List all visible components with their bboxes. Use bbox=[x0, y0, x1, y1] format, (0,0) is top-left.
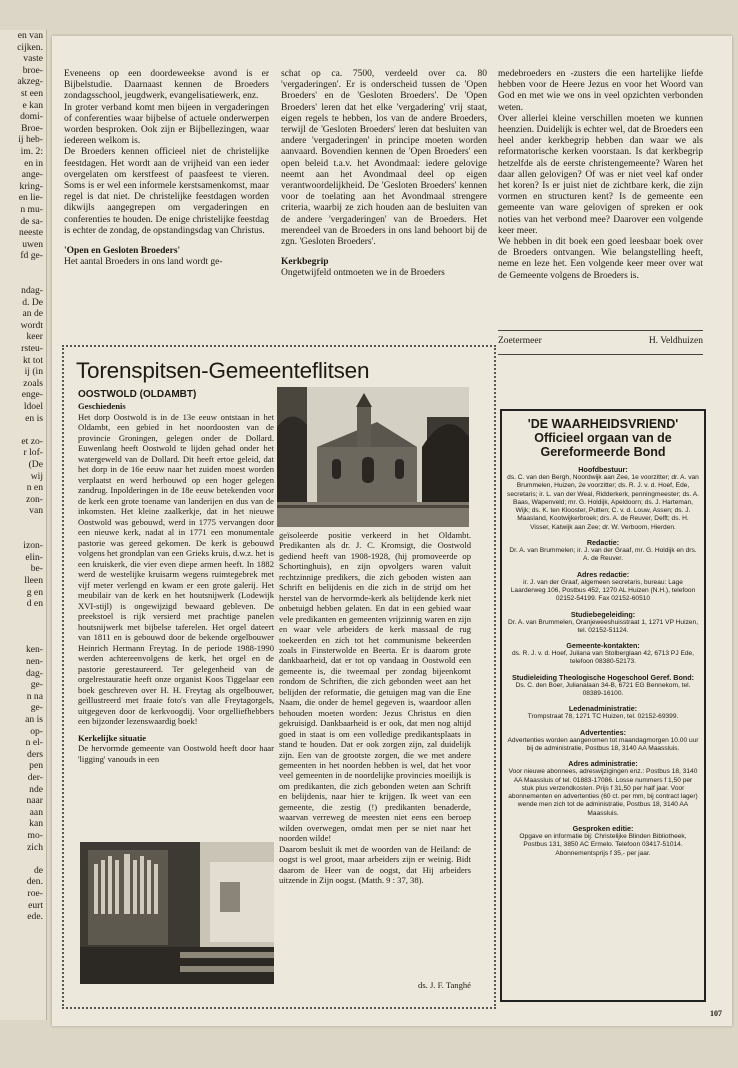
organ-photo bbox=[80, 842, 274, 984]
prev-page-fragment: en in bbox=[24, 157, 43, 169]
prev-page-fragment: pen bbox=[29, 760, 43, 772]
colophon-heading: Gesproken editie: bbox=[572, 824, 634, 834]
prev-page-fragment: ders bbox=[27, 748, 43, 760]
prev-page-fragment: zon- bbox=[25, 493, 43, 505]
col3-paragraph: Over allerlei kleine verschillen moeten we kunnen heenzien. Duidelijk is echter wel, dat de Broeders een heel ander kerkbegrip hebben dan waar we als reformatorische kerken voorstaan. Is dat kerkbegrip hetzelfde als de eerste christengemeente? Waren het daar allen gelovigen? Of was er niet veel kaf onder het koren? Is er juist niet de zichtbare kerk, die zijn vormen en structuren kent? Is de gemeente een gemeente van ware gelovigen of spreken er ook noties van het verbond mee? Daarover een volgende keer meer. bbox=[498, 113, 703, 236]
prev-page-fragment: be- bbox=[30, 563, 43, 575]
colophon-heading: Studieleiding Theologische Hogeschool Geref. Bond: bbox=[511, 672, 695, 682]
prev-page-fragment: lleen bbox=[24, 574, 43, 586]
prev-page-fragment: eurt bbox=[28, 899, 43, 911]
prev-page-fragment: st een bbox=[20, 87, 43, 99]
prev-page-fragment: an de bbox=[22, 308, 43, 320]
prev-page-fragment: d en bbox=[26, 598, 43, 610]
prev-page-fragment: de bbox=[33, 864, 43, 876]
col2-tail: Ongetwijfeld ontmoeten we in de Broeders bbox=[281, 268, 445, 279]
colophon-title: 'DE WAARHEIDSVRIEND' bbox=[527, 417, 679, 431]
colophon-body: Dr. A. van Brummelen, Oranjeweeshuisstraat 1, 1271 VP Huizen, tel. 02152-51124. bbox=[507, 618, 699, 634]
prev-page-fragment: elin- bbox=[25, 551, 43, 563]
col2-subheading: Kerkbegrip bbox=[281, 257, 329, 268]
prev-page-fragment: ge- bbox=[30, 702, 43, 714]
col2-paragraph: schat op ca. 7500, verdeeld over ca. 80 'vergaderingen'. Er is onderscheid tussen de 'Open Broeders' en de 'Gesloten Broeders'. De 'Open Broeders' leren dat het elke 'vergadering' vrij staat, eigen regels te hebben, los van de andere Broeders, terwijl de 'Gesloten Broeders' leren dat besluiten van andere 'vergaderingen' in principe moeten worden aanvaard. Bovendien kennen de 'Open Broeders' een open beleid t.a.v. het Avondmaal: iedere gelovige neemt aan het Avondmaal deel op eigen verantwoordelijkheid. De 'Gesloten Broeders' kennen voor de toelating aan het Avondmaal strengere criteria, waarbij ze zich houden aan de besluiten van de andere 'vergaderingen' van de Broeders. Het merendeel van de Broeders in ons land behoort bij de zgn. 'Gesloten Broeders'. bbox=[281, 69, 487, 248]
prev-page-fragment: kan bbox=[29, 818, 43, 830]
colophon-body: ds. R. J. v. d. Hoef, Juliana van Stolberglaan 42, 6713 PJ Ede, telefoon 08380-52173. bbox=[511, 650, 695, 666]
prev-page-fragment: ij (in bbox=[24, 366, 43, 378]
prev-page-fragment bbox=[0, 853, 46, 865]
torenspitsen-text: De hervormde gemeente van Oostwold heeft door haar 'ligging' vanouds in een bbox=[78, 743, 274, 764]
prev-page-fragment: izon- bbox=[23, 540, 43, 552]
prev-page-fragment: ij heb- bbox=[18, 134, 43, 146]
colophon-heading: Adres redactie: bbox=[576, 569, 630, 579]
colophon-heading: Gemeente-kontakten: bbox=[566, 641, 640, 651]
torenspitsen-subheading: Geschiedenis bbox=[78, 401, 126, 411]
column-1 bbox=[64, 69, 269, 268]
prev-page-fragment: mo- bbox=[27, 829, 43, 841]
col1-subheading: 'Open en Gesloten Broeders' bbox=[64, 246, 181, 257]
torenspitsen-place: OOSTWOLD (OLDAMBT) bbox=[78, 389, 197, 400]
prev-page-fragment: roe- bbox=[27, 887, 43, 899]
colophon-heading: Adres administratie: bbox=[568, 759, 638, 769]
column-3 bbox=[498, 69, 703, 282]
colophon-heading: Advertenties: bbox=[580, 727, 626, 737]
prev-page-fragment: n en bbox=[26, 482, 43, 494]
torenspitsen-text: Het dorp Oostwold is in de 13e eeuw ontstaan in het Oldambt, een gebied in het noordoosten van de provincie Groningen, gelegen onder de Dollard. Euwenlang heeft Oostwold te lijden gehad onder het watergeweld van de Dollard. Dit heeft ertoe geleid, dat het dorp in de 16e eeuw naar het zuiden moest worden verplaatst en werd herbouwd op een hoger gelegen zandrug. Inpolderingen in de 18e eeuw betekenden voor de kerk een grote toename van landerijen en dus van de inkomsten. Het kleine zaalkerkje, dat in het nieuwe Oostwold was gebouwd, werd in 1775 vervangen door een nieuwe kerk, nadat al in 1771 een monumentale pastorie was gereed gekomen. De kerk is gebouwd volgens het grondplan van een Grieks kruis, d.w.z. het is een kruiskerk, die vier even diepe armen heeft. In 1882 werd de westelijke kruisarm wegens ruimtegebrek met vijf meter verlengd en kwam er een grote galerij. Het meubilair van de kerk en het houtsnijwerk (Lodewijk XVI-stijl) is ongewijzigd bewaard gebleven. De preekstoel is rijk versierd met prachtige panelen houtsnijwerk met bijbelse taferelen. Het orgel dateert van 1811 en is gebouwd door de bekende orgelbouwer Heinrich Hermann Freytag. In de periode 1988-1990 werden achtereenvolgens de kerk, het orgel en de pastorie gerestaureerd. Ter gelegenheid van de orgelrestauratie heeft onze organist Koos Tiggelaar een boek geschreven over H. H. Freytag als orgelbouwer, geïllustreerd met fraaie foto's van alle Freytagorgels, uitgegeven door de kerkvoogdij. Voor orgelliefhebbers een bijzonder lezenswaardig boek! bbox=[78, 411, 274, 726]
prev-page-fragment: ge- bbox=[30, 679, 43, 691]
colophon-body: Advertenties worden aangenomen tot maandagmorgen 10.00 uur bij de administratie, Postbus 18, 3140 AA Maassluis. bbox=[507, 736, 699, 752]
col1-tail: Het aantal Broeders in ons land wordt ge- bbox=[64, 257, 223, 268]
prev-page-fragment: akzeg- bbox=[17, 76, 43, 88]
prev-page-fragment bbox=[0, 262, 46, 274]
prev-page-fragment: broe- bbox=[22, 64, 43, 76]
col3-author: H. Veldhuizen bbox=[648, 336, 703, 346]
prev-page-fragment: r lof- bbox=[23, 447, 43, 459]
prev-page-fragment: domi- bbox=[20, 111, 43, 123]
prev-page-fragment: aan bbox=[29, 806, 43, 818]
prev-page-fragment: im. 2: bbox=[20, 145, 43, 157]
prev-page-fragment: enge- bbox=[21, 389, 43, 401]
colophon-body: ds. C. van den Bergh, Noordwijk aan Zee, 1e voorzitter; dr. A. van Brummelen, Huizen, 2e voorzitter; ds. R. J. v. d. Hoef, Ede, secretaris; ir. L. van der Weal, Ridderkerk, penningmeester; ds. A. Baas, Wapenveld; mr. G. Holdijk, Apeldoorn; ds. J. Harteman, Wijk; ds. K. ten Klooster, Putten; C. v. d. Louw, Assen; ds. J. Maasland, Kootwijkerbroek; drs. A. de Reuver, Delft; ds. H. Visser, Katwijk aan Zee; dr. W. Verboom, Hierden. bbox=[507, 474, 699, 531]
prev-page-fragment: fd ge- bbox=[20, 250, 43, 262]
prev-page-fragment: keer bbox=[26, 331, 43, 343]
torenspitsen-title: Torenspitsen-Gemeenteflitsen bbox=[76, 358, 370, 383]
prev-page-fragment bbox=[0, 633, 46, 645]
colophon-body: ir. J. van der Graaf, algemeen secretaris, bureau: Lage Laarderweg 106, Postbus 452, 1270 AL Huizen (N.H.), telefoon 02152-54199. Fax 02152-60510 bbox=[510, 578, 696, 603]
divider bbox=[498, 354, 703, 355]
prev-page-fragment: der- bbox=[27, 772, 43, 783]
prev-page-fragment bbox=[0, 517, 46, 529]
previous-page-edge bbox=[0, 30, 47, 1020]
colophon-body: Trompstraat 78, 1271 TC Huizen, tel. 02152-69399. bbox=[527, 713, 679, 721]
prev-page-fragment: wij bbox=[30, 470, 43, 482]
page-number: 107 bbox=[710, 1009, 722, 1018]
colophon-heading: Hoofdbestuur: bbox=[578, 465, 628, 474]
prev-page-fragment: n el- bbox=[25, 737, 43, 749]
prev-page-fragment: kt tot bbox=[23, 354, 43, 366]
colophon-body: Voor nieuwe abonnees, adreswijzigingen enz.: Postbus 18, 3140 AA Maassluis of tel. 01883-17086. Losse nummers f 1,50 per stuk plus verzendkosten. Prijs f 31,50 per half jaar. Voor abonnementen en advertenties (60 ct. per mm, bij contract lager) wende men zich tot de administratie, Postbus 18, 3140 AA Maassluis. bbox=[508, 768, 698, 817]
colophon-box bbox=[500, 409, 706, 1002]
prev-page-fragment bbox=[0, 273, 46, 285]
prev-page-fragment: cijken. bbox=[17, 41, 43, 53]
torenspitsen-text: geïsoleerde positie verkeerd in het Oldambt. Predikanten als dr. J. C. Kromsigt, die Oostwold gediend heeft van 1908-1928, (hij promoveerde op Schortinghuis), en zijn opvolgers waren valuit rechtzinnige predikers, die zich geboden wisten aan Schrift en belijdenis en die zich in de strijd om het herstel van de hervormde-kerk als belijdende kerk niet onbetuigd hebben gelaten. En dat in een gebied waar vele predikanten en gemeenten vrijzinnig waren en zijn en waar vele arbeiders de kerk massaal de rug toekeerden en zich tot het communisme bekeerden zoals in Finsterwolde en Beerta. Er is daarom grote dankbaarheid, dat er tot op vandaag in Oostwold een gemeente is, die tweemaal per zondag bijeenkomt rondom de Schriften, die zich gebonden weet aan het belijden der reformatie, die getuigen mag van die Ene Naam, die onder de hemel gegeven is, waardoor allen behouden moeten worden: Jezus Christus en dien gekruisigd. Dankbaarheid is er ook, dat men nog altijd goed in staat is om een volledige predikantsplaats in stand te houden. Dat er ook zorgen zijn, zal duidelijk zijn. Een van de grootste zorgen, die we met andere gemeenten in het noorden hebben is wel, dat het voor veel gemeenten in de noordelijke provincies moeilijk is om predikanten, die zich gebonden weten aan Schrift en belijdenis, naar hier te krijgen. Ik weet van een gemeente, die zestig (!) predikanten benaderde, waarvan verreweg de meesten niet eens een beroep wilden overwegen, omdat men per se niet naar het noorden wilde! bbox=[279, 530, 471, 844]
prev-page-fragment: rsteu- bbox=[21, 343, 43, 355]
prev-page-fragment bbox=[0, 529, 46, 541]
prev-page-fragment: en lie- bbox=[18, 192, 43, 204]
prev-page-fragment: ede. bbox=[27, 911, 43, 923]
church-photo bbox=[277, 387, 469, 527]
column-2 bbox=[281, 69, 487, 280]
prev-page-fragment: nen- bbox=[25, 656, 43, 668]
prev-page-fragment: en van bbox=[17, 30, 43, 41]
col1-paragraph: Eveneens op een doordeweekse avond is er Bijbelstudie. Daarnaast kennen de Broeders zondagsschool, jeugdwerk, evangelisatiewerk, enz. bbox=[64, 69, 269, 102]
prev-page-fragment: n na bbox=[26, 690, 43, 702]
col1-paragraph: De Broeders kennen officieel niet de christelijke feestdagen. Het wordt aan de vrijheid van een ieder overgelaten om kerstfeest of paasfeest te vieren. Soms is er wel een informele kerstsamenkomst, maar regel is dat niet. De christelijke feestdagen worden dikwijls aangegrepen om vergaderingen en conferenties te houden. De enige christelijke feestdag is echter de zondag, de opstandingsdag van Christus. bbox=[64, 147, 269, 236]
prev-page-fragment: g en bbox=[26, 586, 43, 598]
colophon-heading: Redactie: bbox=[586, 538, 620, 548]
colophon-body: Dr. A. van Brummelen; ir. J. van der Graaf, mr. G. Holdijk en drs. A. de Reuver. bbox=[509, 547, 697, 563]
newspaper-page bbox=[52, 36, 732, 1026]
prev-page-fragment: vaste bbox=[23, 53, 43, 65]
col3-paragraph: We hebben in dit boek een goed leesbaar boek over de Broeders ontvangen. Wie belangstelling heeft, neme en leze het. Een volgende keer meer over wat de Gemeente volgens de Broeders is. bbox=[498, 237, 703, 281]
colophon-body: Opgave en informatie bij: Christelijke Blinden Bibliotheek, Postbus 131, 3850 AC Ermelo. Telefoon 03417-51014. Abonnementsprijs f 35,- per jaar. bbox=[519, 833, 687, 857]
prev-page-fragment: en is bbox=[25, 412, 43, 424]
prev-page-fragment: e kan bbox=[22, 99, 43, 111]
col3-place: Zoetermeer bbox=[498, 336, 542, 346]
prev-page-fragment: zich bbox=[27, 841, 43, 853]
col3-paragraph: medebroeders en -zusters die een hartelijke liefde hebben voor de Heere Jezus en voor het Woord van God en met wie we ons in veel opzichten verbonden weten. bbox=[498, 69, 703, 113]
prev-page-fragment: ndag- bbox=[21, 285, 43, 297]
prev-page-fragment: ken- bbox=[25, 644, 43, 656]
torenspitsen-subheading: Kerkelijke situatie bbox=[78, 732, 147, 743]
torenspitsen-right-column bbox=[279, 530, 471, 885]
prev-page-fragment: neeste bbox=[19, 227, 43, 239]
colophon-heading: Studiebegeleiding: bbox=[570, 609, 636, 619]
prev-page-fragment bbox=[0, 424, 46, 436]
prev-page-fragment: zoals bbox=[23, 377, 43, 389]
prev-page-fragment: an is bbox=[25, 714, 43, 726]
prev-page-fragment bbox=[0, 621, 46, 633]
prev-page-fragment: Broe- bbox=[21, 122, 43, 134]
prev-page-fragment: n mu- bbox=[20, 203, 43, 215]
prev-page-fragment: ange- bbox=[21, 169, 43, 181]
torenspitsen-text: Daarom besluit ik met de woorden van de Heiland: de oogst is wel groot, maar arbeiders zijn er weinig. Bidt daarom de Heer van de oogst, dat Hij arbeiders uitzende in Zijn oogst. (Matth. 9 : 37, 38). bbox=[279, 843, 471, 885]
prev-page-fragment: (De bbox=[28, 458, 43, 470]
divider bbox=[498, 330, 703, 331]
prev-page-fragment: uwen bbox=[22, 238, 43, 250]
prev-page-fragment: d. De bbox=[22, 296, 43, 308]
prev-page-fragment: nde bbox=[29, 783, 43, 795]
torenspitsen-signature: ds. J. F. Tanghé bbox=[418, 980, 471, 990]
prev-page-fragment: ldoel bbox=[23, 401, 43, 412]
prev-page-fragment: wordt bbox=[20, 319, 43, 331]
colophon-body: Ds. C. den Boer, Julianalaan 34-B, 6721 EG Bennekom, tel. 08389-16100. bbox=[515, 681, 691, 698]
prev-page-fragment bbox=[0, 610, 46, 622]
prev-page-fragment: den. bbox=[26, 876, 43, 888]
colophon-subtitle: Officieel orgaan van de Gereformeerde Bond bbox=[534, 431, 672, 459]
prev-page-fragment: op- bbox=[30, 725, 43, 737]
prev-page-fragment: naar bbox=[26, 795, 43, 807]
prev-page-fragment: et zo- bbox=[21, 435, 43, 447]
prev-page-fragment: van bbox=[29, 505, 43, 517]
prev-page-fragment: kring- bbox=[19, 180, 43, 192]
colophon-heading: Ledenadministratie: bbox=[568, 704, 638, 714]
col1-paragraph: In groter verband komt men bijeen in vergaderingen of conferenties waar bijbelse of actuele onderwerpen worden besproken. Ook zijn er Bijbellezingen, waar iedereen welkom is. bbox=[64, 102, 269, 147]
torenspitsen-left-column bbox=[78, 401, 274, 764]
prev-page-fragment: dag- bbox=[25, 667, 43, 679]
prev-page-fragment: de sa- bbox=[20, 215, 43, 227]
